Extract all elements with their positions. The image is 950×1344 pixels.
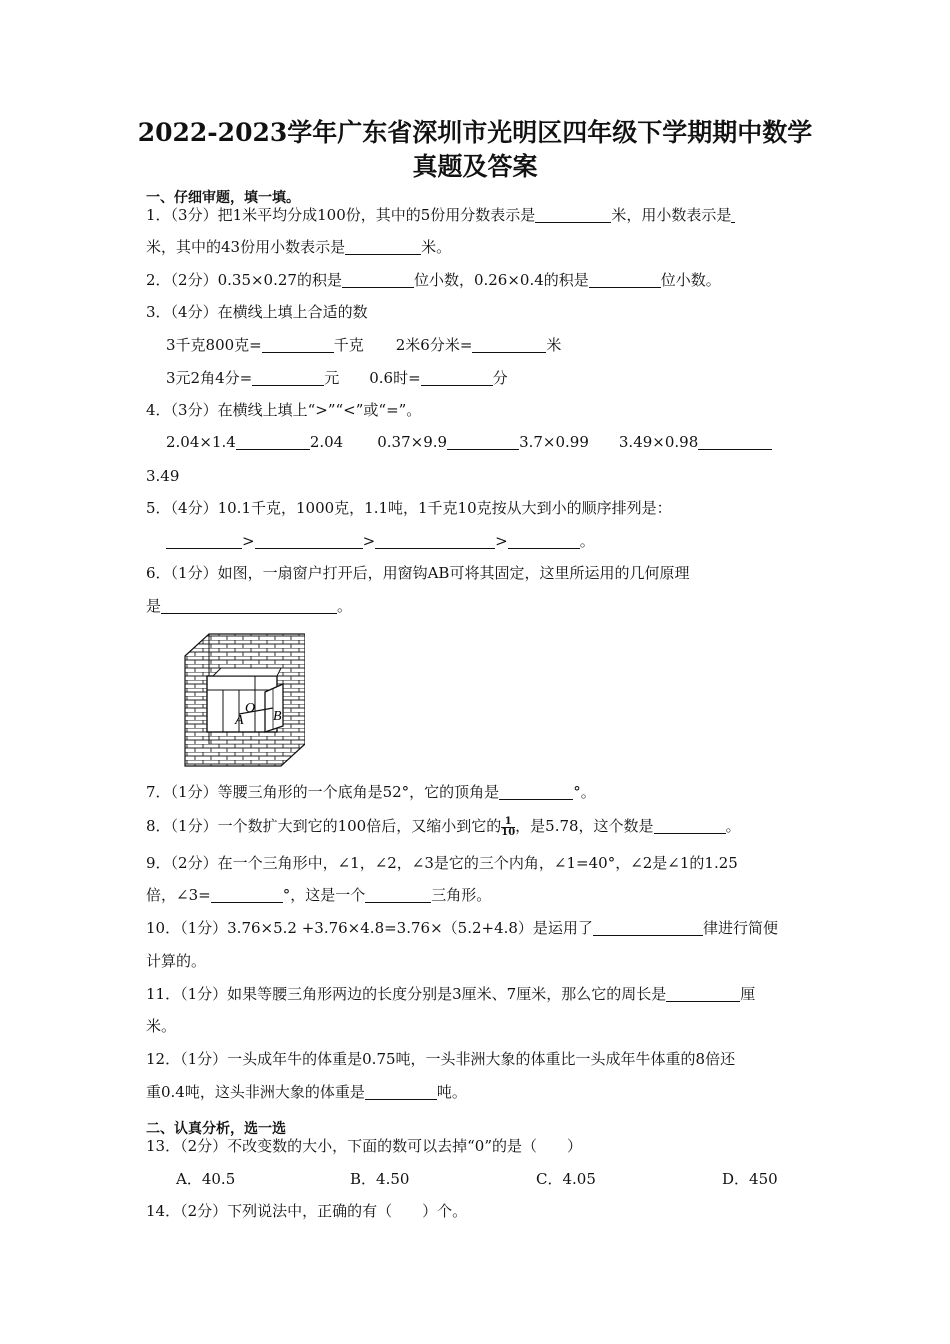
q5-blank-1[interactable] <box>166 532 242 549</box>
q4-b5: 3.49×0.98 <box>618 433 699 451</box>
q3-r2c: 0.6时= <box>369 369 421 387</box>
window-figure <box>183 632 305 768</box>
q10-line1 <box>146 918 778 938</box>
q9-text-c: °，这是一个 <box>282 886 366 904</box>
q9-blank-1[interactable] <box>211 886 283 903</box>
q12-blank[interactable] <box>365 1083 437 1100</box>
q2-line <box>146 270 721 290</box>
q7-text-b: °。 <box>573 783 596 801</box>
q4-row <box>166 432 772 452</box>
q6-line1: 6．（1分）如图，一扇窗户打开后，用窗钩AB可将其固定，这里所运用的几何原理 <box>146 564 690 582</box>
q7-blank[interactable] <box>499 783 573 800</box>
q1-blank-2[interactable] <box>731 206 735 223</box>
q5-blank-3[interactable] <box>375 532 495 549</box>
q10-blank[interactable] <box>593 919 703 936</box>
q1-blank-1[interactable] <box>535 206 611 223</box>
q4-blank-1[interactable] <box>236 433 310 450</box>
q5-gt-3: > <box>495 532 508 550</box>
q12-text-b: 重0.4吨，这头非洲大象的体重是 <box>146 1083 365 1101</box>
q10-line2: 计算的。 <box>146 952 207 970</box>
section-1-heading: 一、仔细审题，填一填。 <box>146 190 300 206</box>
q1-text-a: 1．（3分）把1米平均分成100份，其中的5份用分数表示是 <box>146 206 536 224</box>
q5-line: 5．（4分）10.1千克，1000克，1.1吨，1千克10克按从大到小的顺序排列是： <box>146 499 672 517</box>
q10-text-b: 律进行简便 <box>702 919 778 937</box>
q8-frac-num: 1 <box>501 817 515 828</box>
q9-text-d: 三角形。 <box>431 886 492 904</box>
q2-blank-1[interactable] <box>342 271 414 288</box>
q4-b2: 2.04 <box>309 433 344 451</box>
q8-blank[interactable] <box>654 817 726 834</box>
q13-line: 13．（2分）不改变数的大小，下面的数可以去掉“0”的是（ ） <box>146 1137 583 1155</box>
q3-r1b: 千克 <box>333 336 364 354</box>
q3-row2 <box>166 368 508 388</box>
q3-r2b: 元 <box>324 369 340 387</box>
q3-r1c: 2米6分米= <box>395 336 473 354</box>
q5-blank-2[interactable] <box>255 532 363 549</box>
q3-r1d: 米 <box>546 336 562 354</box>
q11-text-b: 厘 <box>740 985 756 1003</box>
q1-blank-3[interactable] <box>345 238 421 255</box>
q1-line1 <box>146 205 735 225</box>
q7-line <box>146 782 596 802</box>
q3-blank-2[interactable] <box>472 336 546 353</box>
q4-b4: 3.7×0.99 <box>519 433 589 451</box>
q9-line2 <box>146 885 491 905</box>
q3-blank-1[interactable] <box>262 336 334 353</box>
q8-fraction <box>501 817 515 838</box>
q13-option-c[interactable]: C．4.05 <box>536 1170 596 1188</box>
q9-blank-2[interactable] <box>365 886 431 903</box>
q4-blank-3[interactable] <box>698 433 772 450</box>
q6-text-b: 是 <box>146 597 162 615</box>
q1-text-d: 米。 <box>421 238 452 256</box>
q10-text-a: 10．（1分）3.76×5.2 +3.76×4.8=3.76×（5.2+4.8）是运用了 <box>146 919 593 937</box>
q11-text-a: 11．（1分）如果等腰三角形两边的长度分别是3厘米、7厘米，那么它的周长是 <box>146 985 667 1003</box>
q3-row1 <box>166 335 561 355</box>
q13-option-a[interactable]: A．40.5 <box>176 1170 236 1188</box>
q2-blank-2[interactable] <box>589 271 661 288</box>
q2-text-a: 2．（2分）0.35×0.27的积是 <box>146 271 342 289</box>
q13-option-b[interactable]: B．4.50 <box>350 1170 410 1188</box>
q13-option-d[interactable]: D．450 <box>722 1170 778 1188</box>
q4-b1: 2.04×1.4 <box>166 433 236 451</box>
q11-blank[interactable] <box>666 985 740 1002</box>
q6-blank[interactable] <box>161 597 337 614</box>
q3-r2a: 3元2角4分= <box>166 369 253 387</box>
q1-text-b: 米，用小数表示是 <box>611 206 732 224</box>
q8-text-b: ，是5.78，这个数是 <box>515 817 654 835</box>
q4-line: 4．（3分）在横线上填上“>”“<”或“=”。 <box>146 401 422 419</box>
fig-label-o: O <box>245 701 256 716</box>
q3-line: 3．（4分）在横线上填上合适的数 <box>146 303 368 321</box>
q6-text-c: 。 <box>337 597 353 615</box>
q5-gt-1: > <box>242 532 255 550</box>
q8-line <box>146 816 741 838</box>
q4-blank-2[interactable] <box>447 433 519 450</box>
q7-text-a: 7．（1分）等腰三角形的一个底角是52°，它的顶角是 <box>146 783 500 801</box>
q5-row <box>166 531 595 551</box>
q9-text-b: 倍，∠3= <box>146 886 211 904</box>
q1-line2 <box>146 237 451 257</box>
q5-gt-2: > <box>362 532 376 550</box>
q4-b3: 0.37×9.9 <box>377 433 448 451</box>
q4-row-cont: 3.49 <box>146 467 180 485</box>
q11-line2: 米。 <box>146 1017 177 1035</box>
q6-line2 <box>146 596 352 616</box>
q9-line1: 9．（2分）在一个三角形中，∠1，∠2，∠3是它的三个内角，∠1=40°，∠2是∠1的1.25 <box>146 854 738 872</box>
q8-text-a: 8．（1分）一个数扩大到它的100倍后，又缩小到它的 <box>146 817 502 835</box>
fig-label-b: B <box>273 709 282 724</box>
q5-end: 。 <box>579 532 595 550</box>
q3-r1a: 3千克800克= <box>166 336 262 354</box>
section-2-heading: 二、认真分析，选一选 <box>146 1121 286 1137</box>
q8-text-c: 。 <box>725 817 741 835</box>
q14-line: 14．（2分）下列说法中，正确的有（ ）个。 <box>146 1202 468 1220</box>
q5-blank-4[interactable] <box>508 532 580 549</box>
doc-title-line1: 2022-2023学年广东省深圳市光明区四年级下学期期中数学 <box>137 118 813 147</box>
q3-blank-4[interactable] <box>421 369 493 386</box>
q3-blank-3[interactable] <box>252 369 324 386</box>
q12-text-c: 吨。 <box>436 1083 467 1101</box>
q8-frac-den: 10 <box>501 826 516 838</box>
q11-line1 <box>146 984 755 1004</box>
q2-text-c: 位小数。 <box>660 271 721 289</box>
q1-text-c: 米，其中的43份用小数表示是 <box>146 238 346 256</box>
fig-label-a: A <box>235 713 244 728</box>
q12-line2 <box>146 1082 467 1102</box>
q12-line1: 12．（1分）一头成年牛的体重是0.75吨，一头非洲大象的体重比一头成年牛体重的8倍还 <box>146 1050 736 1068</box>
doc-title-line2: 真题及答案 <box>412 152 538 181</box>
q3-r2d: 分 <box>492 369 508 387</box>
q2-text-b: 位小数，0.26×0.4的积是 <box>413 271 589 289</box>
